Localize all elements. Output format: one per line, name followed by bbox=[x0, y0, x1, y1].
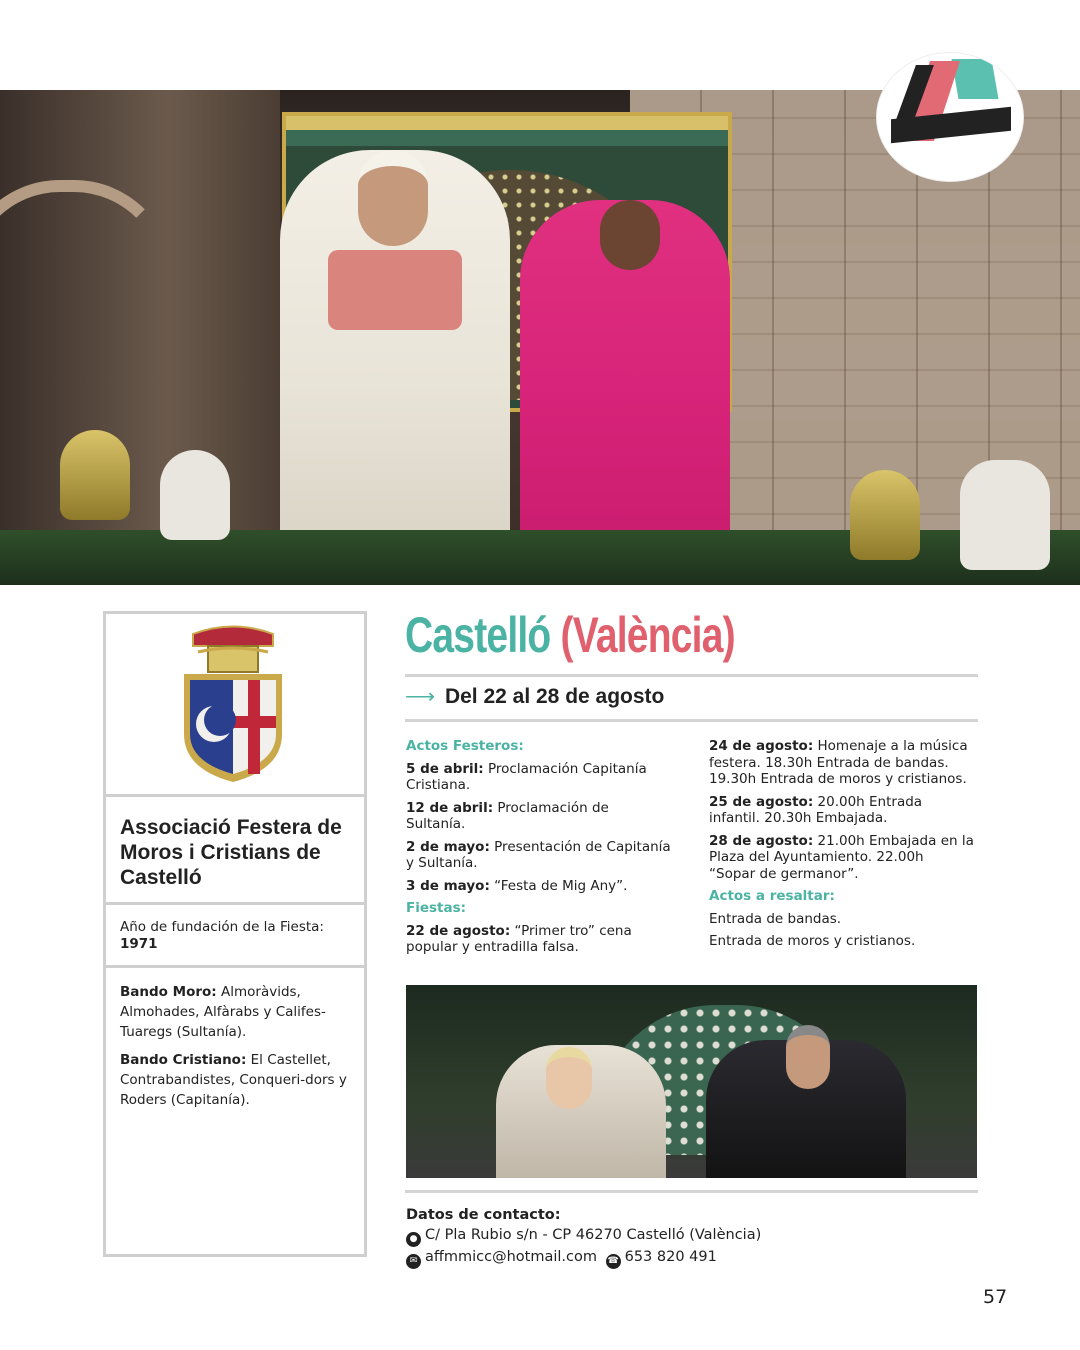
fiestas-heading: Fiestas: bbox=[406, 900, 467, 916]
festival-dates: ⟶ Del 22 al 28 de agosto bbox=[405, 685, 665, 708]
contact-block bbox=[406, 1205, 761, 1269]
phone-icon: ☎ bbox=[606, 1254, 621, 1269]
location-pin-icon: ● bbox=[406, 1232, 421, 1247]
secondary-photo bbox=[406, 985, 977, 1178]
association-emblem bbox=[106, 614, 364, 797]
email-link[interactable]: affmmicc@hotmail.com bbox=[425, 1249, 597, 1265]
list-item: 24 de agosto: Homenaje a la música festera. 18.30h Entrada de bandas. 19.30h Entrada de moros y cristianos. bbox=[709, 738, 968, 787]
list-item: 3 de mayo: “Festa de Mig Any”. bbox=[406, 877, 628, 894]
list-item: 22 de agosto: “Primer tro” cena popular y entradilla falsa. bbox=[406, 922, 632, 955]
association-name: Associació Festera de Moros i Cristians de Castelló bbox=[106, 797, 364, 905]
list-item: 28 de agosto: 21.00h Embajada en la Plaza del Ayuntamiento. 22.00h “Sopar de germanor”. bbox=[709, 832, 974, 882]
envelope-icon: ✉ bbox=[406, 1254, 421, 1269]
list-item: 25 de agosto: 20.00h Entrada infantil. 20.30h Embajada. bbox=[709, 793, 923, 826]
association-sidebar bbox=[103, 611, 367, 1257]
list-item: 12 de abril: Proclamación de Sultanía. bbox=[406, 799, 609, 832]
divider bbox=[405, 1190, 978, 1193]
program-column-2 bbox=[709, 738, 974, 956]
bando-cristiano: Bando Cristiano: El Castellet, Contrabandistes, Conqueri-dors y Roders (Capitanía). bbox=[120, 1052, 347, 1108]
arrow-right-icon: ⟶ bbox=[405, 685, 436, 708]
king-figure bbox=[280, 150, 510, 570]
actos-resaltar-heading: Actos a resaltar: bbox=[709, 888, 835, 904]
divider bbox=[405, 719, 978, 722]
bandos bbox=[106, 968, 364, 1132]
bando-moro: Bando Moro: Almoràvids, Almohades, Alfàrabs y Califes-Tuaregs (Sultanía). bbox=[120, 984, 326, 1040]
page-number: 57 bbox=[983, 1286, 1008, 1308]
divider bbox=[405, 674, 978, 677]
actos-festeros-heading: Actos Festeros: bbox=[406, 738, 524, 754]
program-column-1 bbox=[406, 738, 671, 962]
queen-figure bbox=[520, 200, 730, 570]
contact-address: ● C/ Pla Rubio s/n - CP 46270 Castelló (València) bbox=[406, 1225, 761, 1247]
foundation-year: Año de fundación de la Fiesta: 1971 bbox=[106, 905, 364, 968]
contact-email-phone bbox=[406, 1247, 761, 1269]
contact-heading: Datos de contacto: bbox=[406, 1207, 561, 1223]
magazine-logo-icon bbox=[876, 52, 1024, 182]
list-item: Entrada de bandas. bbox=[709, 910, 842, 927]
list-item: 5 de abril: Proclamación Capitanía Cristiana. bbox=[406, 760, 647, 793]
list-item: 2 de mayo: Presentación de Capitanía y Sultanía. bbox=[406, 838, 671, 871]
list-item: Entrada de moros y cristianos. bbox=[709, 933, 916, 949]
page-title: Castelló (València) bbox=[405, 607, 735, 663]
coat-of-arms-icon bbox=[178, 624, 288, 784]
phone-number[interactable]: 653 820 491 bbox=[624, 1249, 717, 1265]
